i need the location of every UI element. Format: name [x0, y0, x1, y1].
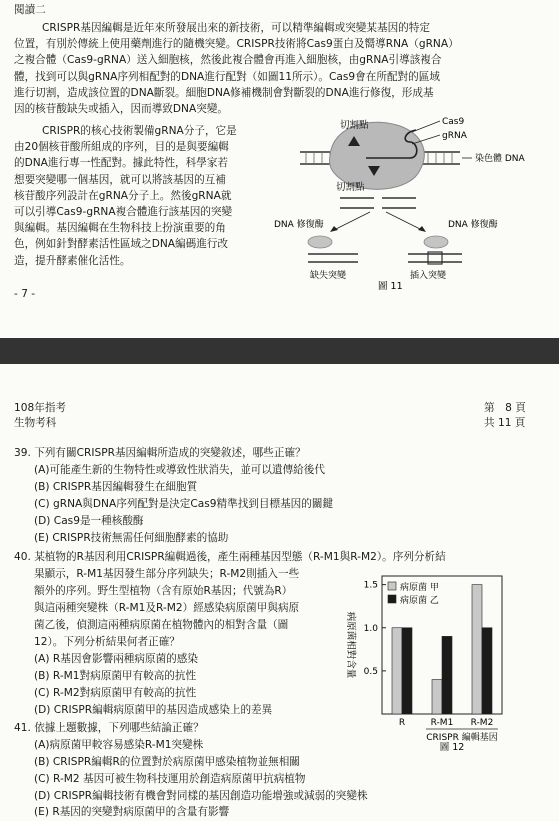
legend-label: 病原菌 甲: [400, 583, 439, 593]
core-tech-paragraph: [14, 123, 237, 269]
x-axis-label: CRISPR 編輯基因: [426, 733, 498, 743]
header-year: 108年指考: [14, 402, 67, 414]
legend-swatch: [388, 582, 396, 590]
core-line: 與編輯。基因編輯在生物科技上扮演重要的角: [14, 222, 226, 235]
figure-12-caption: 圖 12: [439, 742, 465, 752]
intro-line: CRISPR基因編輯是近年來所發展出來的新技術，可以精準編輯或突變某基因的特定: [42, 22, 430, 34]
core-line: 核苷酸序列設計在gRNA分子上。然後gRNA就: [14, 189, 232, 202]
core-line: 可以引導Cas9-gRNA複合體進行該基因的突變: [14, 206, 233, 219]
q40-option-d[interactable]: (D) CRISPR編輯病原菌甲的基因造成感染上的差異: [34, 704, 273, 716]
q39-option-d[interactable]: (D) Cas9是一種核酸酶: [34, 515, 144, 527]
q39-option-a[interactable]: (A)可能產生新的生物特性或導致性狀消失，並可以遺傳給後代: [34, 464, 325, 476]
page-number: - 7 -: [14, 288, 36, 300]
q41-stem: 41. 依據上題數據，下列哪些結論正確？: [14, 722, 204, 734]
bar-R-M2-病原菌 乙: [482, 628, 492, 714]
repair-left-label: DNA 修復酶: [274, 220, 324, 230]
grna-label: gRNA: [442, 131, 467, 141]
legend-label: 病原菌 乙: [400, 596, 439, 606]
cut-dna-strands: [340, 198, 416, 208]
figure-11-caption: 圖 11: [378, 281, 403, 290]
page-separator: [0, 338, 559, 364]
core-line: CRISPR的核心技術製備gRNA分子，它是: [42, 125, 237, 137]
header-subject: 生物考科: [14, 417, 57, 429]
repair-enzyme-right: [424, 236, 448, 248]
x-tick-label: R-M1: [430, 718, 454, 728]
repair-right-label: DNA 修復酶: [448, 220, 498, 230]
intro-line: 之複合體（Cas9-gRNA）送入細胞核，然後此複合體會再進入細胞核，由gRNA引導該複合: [14, 54, 442, 67]
core-line: 由20個核苷酸所組成的序列，目的是與要編輯: [14, 141, 229, 154]
intro-line: 位置，有別於傳統上使用藥劑進行的隨機突變。CRISPR技術將Cas9蛋白及嚮導RNA（gRNA）: [14, 38, 459, 51]
intro-line: 因的核苷酸缺失或插入，因而導致DNA突變。: [14, 103, 229, 116]
insertion-label: 插入突變: [410, 271, 447, 281]
q40-option-b[interactable]: (B) R-M1對病原菌甲有較高的抗性: [34, 670, 197, 682]
y-tick-label: 0.5: [363, 666, 378, 677]
core-line: 想要突變哪一個基因，就可以將該基因的互補: [14, 173, 226, 186]
repair-enzyme-left: [308, 236, 332, 248]
y-tick-label: 1.5: [363, 580, 378, 591]
dna-label: 染色體 DNA: [475, 154, 525, 164]
figure-12-chart: [338, 564, 538, 752]
exam-page-8: [0, 364, 559, 821]
exam-page-7: [0, 0, 559, 338]
q41-option-d[interactable]: (D) CRISPR編輯技術有機會對同樣的基因創造功能增強或減弱的突變株: [34, 790, 368, 802]
insertion-dna: [408, 252, 462, 264]
section-title: 閱讀二: [14, 4, 46, 16]
q40-stem-line: 果顯示，R-M1基因發生部分序列缺失；R-M2則插入一些: [34, 568, 300, 580]
x-tick-label: R-M2: [470, 718, 494, 728]
q39-option-c[interactable]: (C) gRNA與DNA序列配對是決定Cas9精準找到目標基因的關鍵: [34, 498, 334, 510]
intro-line: 進行切割，造成該位置的DNA斷裂。細胞DNA修補機制會對斷裂的DNA進行修復，形成基: [14, 86, 434, 99]
bar-R-M1-病原菌 乙: [442, 636, 452, 714]
header-total: 共 11 頁: [484, 417, 526, 429]
y-axis-label: 病原菌相對含量: [345, 611, 356, 679]
bar-R-病原菌 甲: [392, 628, 402, 714]
cas9-label: Cas9: [442, 117, 465, 127]
legend-swatch: [388, 595, 396, 603]
cut-site-label-2: 切割點: [336, 182, 365, 193]
intro-paragraph: [14, 20, 459, 117]
q40-stem-line: 12）。下列分析結果何者正確？: [34, 636, 180, 648]
core-line: 造，提升酵素催化活性。: [14, 254, 131, 267]
q40-option-a[interactable]: (A) R基因會影響兩種病原菌的感染: [34, 653, 198, 665]
header-page: 第 8 頁: [484, 402, 526, 414]
q40-option-c[interactable]: (C) R-M2對病原菌甲有較高的抗性: [34, 687, 197, 699]
bar-R-病原菌 乙: [402, 628, 412, 714]
q41-option-e[interactable]: (E) R基因的突變對病原菌甲的含量有影響: [34, 806, 230, 818]
figure-11-diagram: [270, 112, 550, 290]
q39-option-e[interactable]: (E) CRISPR技術無需任何細胞酵素的協助: [34, 532, 229, 544]
deletion-dna: [308, 254, 358, 262]
core-line: 色，例如針對酵素活性區域之DNA編碼進行改: [14, 238, 229, 251]
q40-stem-line: 40. 某植物的R基因利用CRISPR編輯過後，產生兩種基因型態（R-M1與R-M2）。序列分析結: [14, 551, 446, 563]
q41-option-b[interactable]: (B) CRISPR編輯R的位置對於病原菌甲感染植物並無相關: [34, 756, 300, 768]
y-tick-label: 1.0: [363, 623, 378, 634]
q39-option-b[interactable]: (B) CRISPR基因編輯發生在細胞質: [34, 481, 198, 493]
q39-stem: 39. 下列有關CRISPR基因編輯所造成的突變敘述，哪些正確？: [14, 447, 306, 459]
core-line: 的DNA進行專一性配對。據此特性，科學家若: [14, 157, 229, 170]
q40-stem-line: 菌乙後，偵測這兩種病原菌在植物體內的相對含量（圖: [34, 619, 289, 631]
q40-stem-line: 與這兩種突變株（R-M1及R-M2）經感染病原菌甲與病原: [34, 602, 300, 614]
x-tick-label: R: [398, 718, 406, 728]
bar-R-M2-病原菌 甲: [472, 585, 482, 714]
q41-option-c[interactable]: (C) R-M2 基因可被生物科技運用於創造病原菌甲抗病植物: [34, 773, 306, 785]
q40-stem-line: 額外的序列。野生型植物（含有原始R基因；代號為R）: [34, 585, 293, 597]
bar-R-M1-病原菌 甲: [432, 680, 442, 715]
q41-option-a[interactable]: (A)病原菌甲較容易感染R-M1突變株: [34, 739, 204, 751]
cut-site-label: 切割點: [340, 120, 369, 131]
intro-line: 體，找到可以與gRNA序列相配對的DNA進行配對（如圖11所示）。Cas9會在所配對的區域: [14, 70, 440, 83]
deletion-label: 缺失突變: [310, 271, 347, 281]
